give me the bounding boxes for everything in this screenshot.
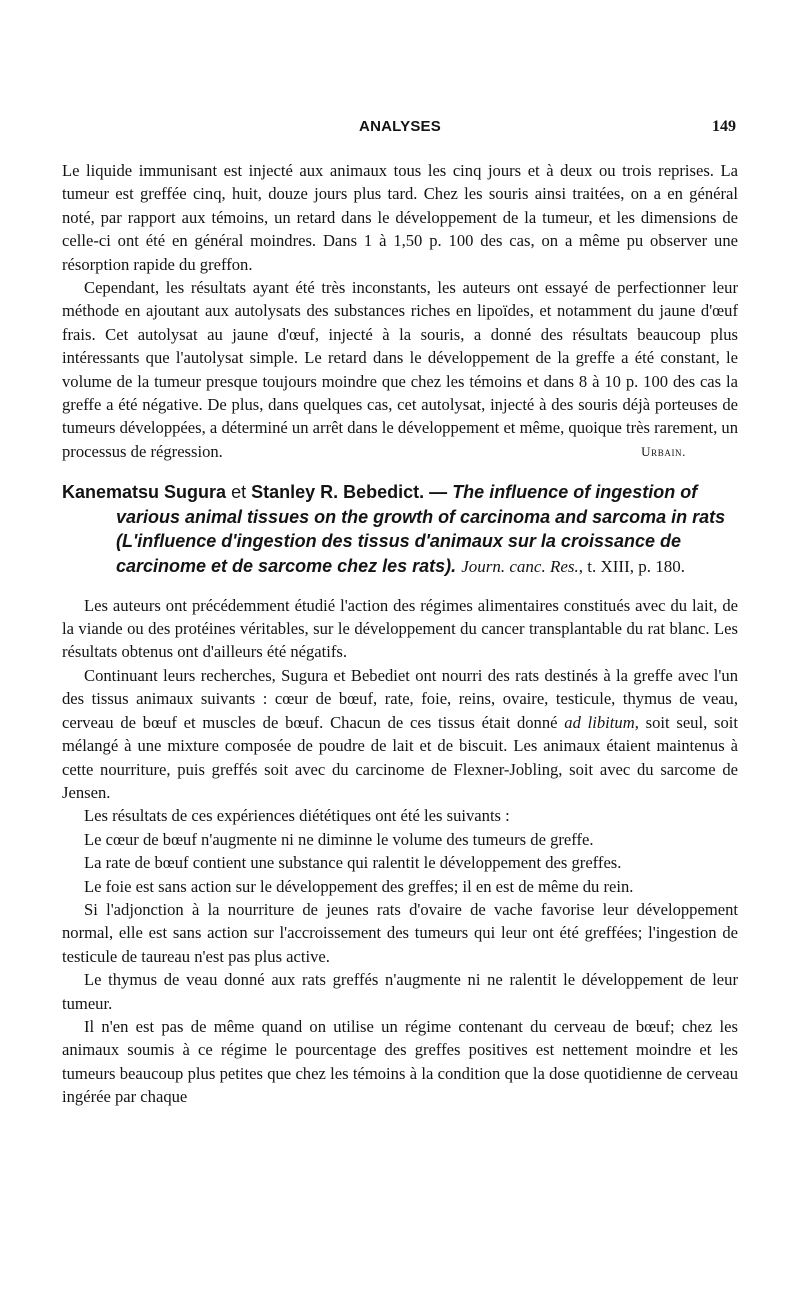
paragraph-4-start: Continuant leurs recherches, Sugura et Bebediet ont nourri des rats destinés à la greffe avec l'un des tissus animaux suivants : cœur de bœuf, rate, foie, reins, ovaire, testicule, thymus de veau, cerveau de bœuf et muscles de bœuf. Chacun de ces tissus était donné: [62, 665, 738, 732]
paragraph-6: Le cœur de bœuf n'augmente ni ne diminne le volume des tumeurs de greffe.: [84, 829, 594, 849]
paragraph-11: Il n'en est pas de même quand on utilise un régime contenant du cerveau de bœuf; chez les animaux soumis à ce régime le pourcentage des greffes positives est nettement moindre et les tumeurs beaucoup plus petites que chez les témoins à la condition que la dose quotidienne de cerveau ingérée par chaque: [62, 1016, 738, 1107]
first-analysis: [62, 159, 738, 463]
running-head: [62, 118, 738, 142]
running-title: ANALYSES: [359, 118, 441, 135]
paragraph-10: Le thymus de veau donné aux rats greffés n'augmente ni ne ralentit le développement de leur tumeur.: [62, 970, 738, 1013]
paragraph-3: Les auteurs ont précédemment étudié l'action des régimes alimentaires constitués avec du lait, de la viande ou des protéines véritables, sur le développement du cancer transplantable du rat blanc. Les résultats obtenus ont d'ailleurs été négatifs.: [62, 595, 738, 662]
analysis-heading: [62, 480, 738, 579]
paragraph-2: Cependant, les résultats ayant été très inconstants, les auteurs ont essayé de perfectionner leur méthode en ajoutant aux autolysats des substances riches en lipoïdes, et notamment du jaune d'œuf frais. Cet autolysat au jaune d'œuf, injecté à la souris, a donné des résultats beaucoup plus intéressants que l'autolysat simple. Le retard dans le développement de la greffe a été constant, le volume de la tumeur presque toujours moindre que chez les témoins et dans 8 à 10 p. 100 des cas la greffe a été négative. De plus, dans quelques cas, cet autolysat, injecté à des souris déjà porteuses de tumeurs développées, a déterminé un arrêt dans le développement et même, quoique très rarement, un processus de régression.: [62, 278, 738, 461]
paragraph-9: Si l'adjonction à la nourriture de jeunes rats d'ovaire de vache favorise leur développement normal, elle est sans action sur l'accroissement des tumeurs qui leur ont été greffées; l'ingestion de testicule de taureau n'est pas plus active.: [62, 899, 738, 966]
ad-libitum: ad libitum: [564, 712, 635, 732]
paragraph-4-end: , soit seul, soit mélangé à une mixture composée de poudre de lait et de biscuit. Les animaux étaient maintenus à cette nourriture, puis greffés soit avec du carcinome de Flexner-Jobling, soit avec du sarcome de Jensen.: [62, 712, 738, 802]
author-conjunction: et: [231, 482, 247, 503]
paragraph-5: Les résultats de ces expériences diététiques ont été les suivants :: [84, 806, 510, 826]
reviewer-signature: Urbain.: [641, 444, 686, 460]
heading-dash: —: [429, 482, 448, 503]
second-analysis: [62, 594, 738, 1109]
paragraph-7: La rate de bœuf contient une substance qui ralentit le développement des greffes.: [84, 853, 622, 873]
journal-reference: , t. XIII, p. 180.: [578, 557, 685, 577]
article-title: The influence of ingestion of various animal tissues on the growth of carcinoma and sarcoma in rats: [116, 482, 726, 527]
paragraph-1: Le liquide immunisant est injecté aux animaux tous les cinq jours et à deux ou trois reprises. La tumeur est greffée cinq, huit, douze jours plus tard. Chez les souris ainsi traitées, on a en général noté, par rapport aux témoins, un retard dans le développement de la tumeur, et les dimensions de celle-ci ont été en général moindres. Dans 1 à 1,50 p. 100 des cas, on a même pu observer une résorption rapide du greffon.: [62, 161, 738, 274]
title-translation: (L'influence d'ingestion des tissus d'animaux sur la croissance de carcinome et de sarcome chez les rats).: [116, 531, 681, 577]
page-number: 149: [712, 118, 736, 135]
paragraph-8: Le foie est sans action sur le développement des greffes; il en est de même du rein.: [84, 876, 634, 896]
author-2: Stanley R. Bebedict.: [251, 482, 425, 503]
journal-name: Journ. canc. Res.: [461, 557, 579, 577]
paragraph-4: [62, 664, 738, 804]
author-1: Kanematsu Sugura: [62, 482, 227, 503]
page-body: [62, 159, 738, 1109]
